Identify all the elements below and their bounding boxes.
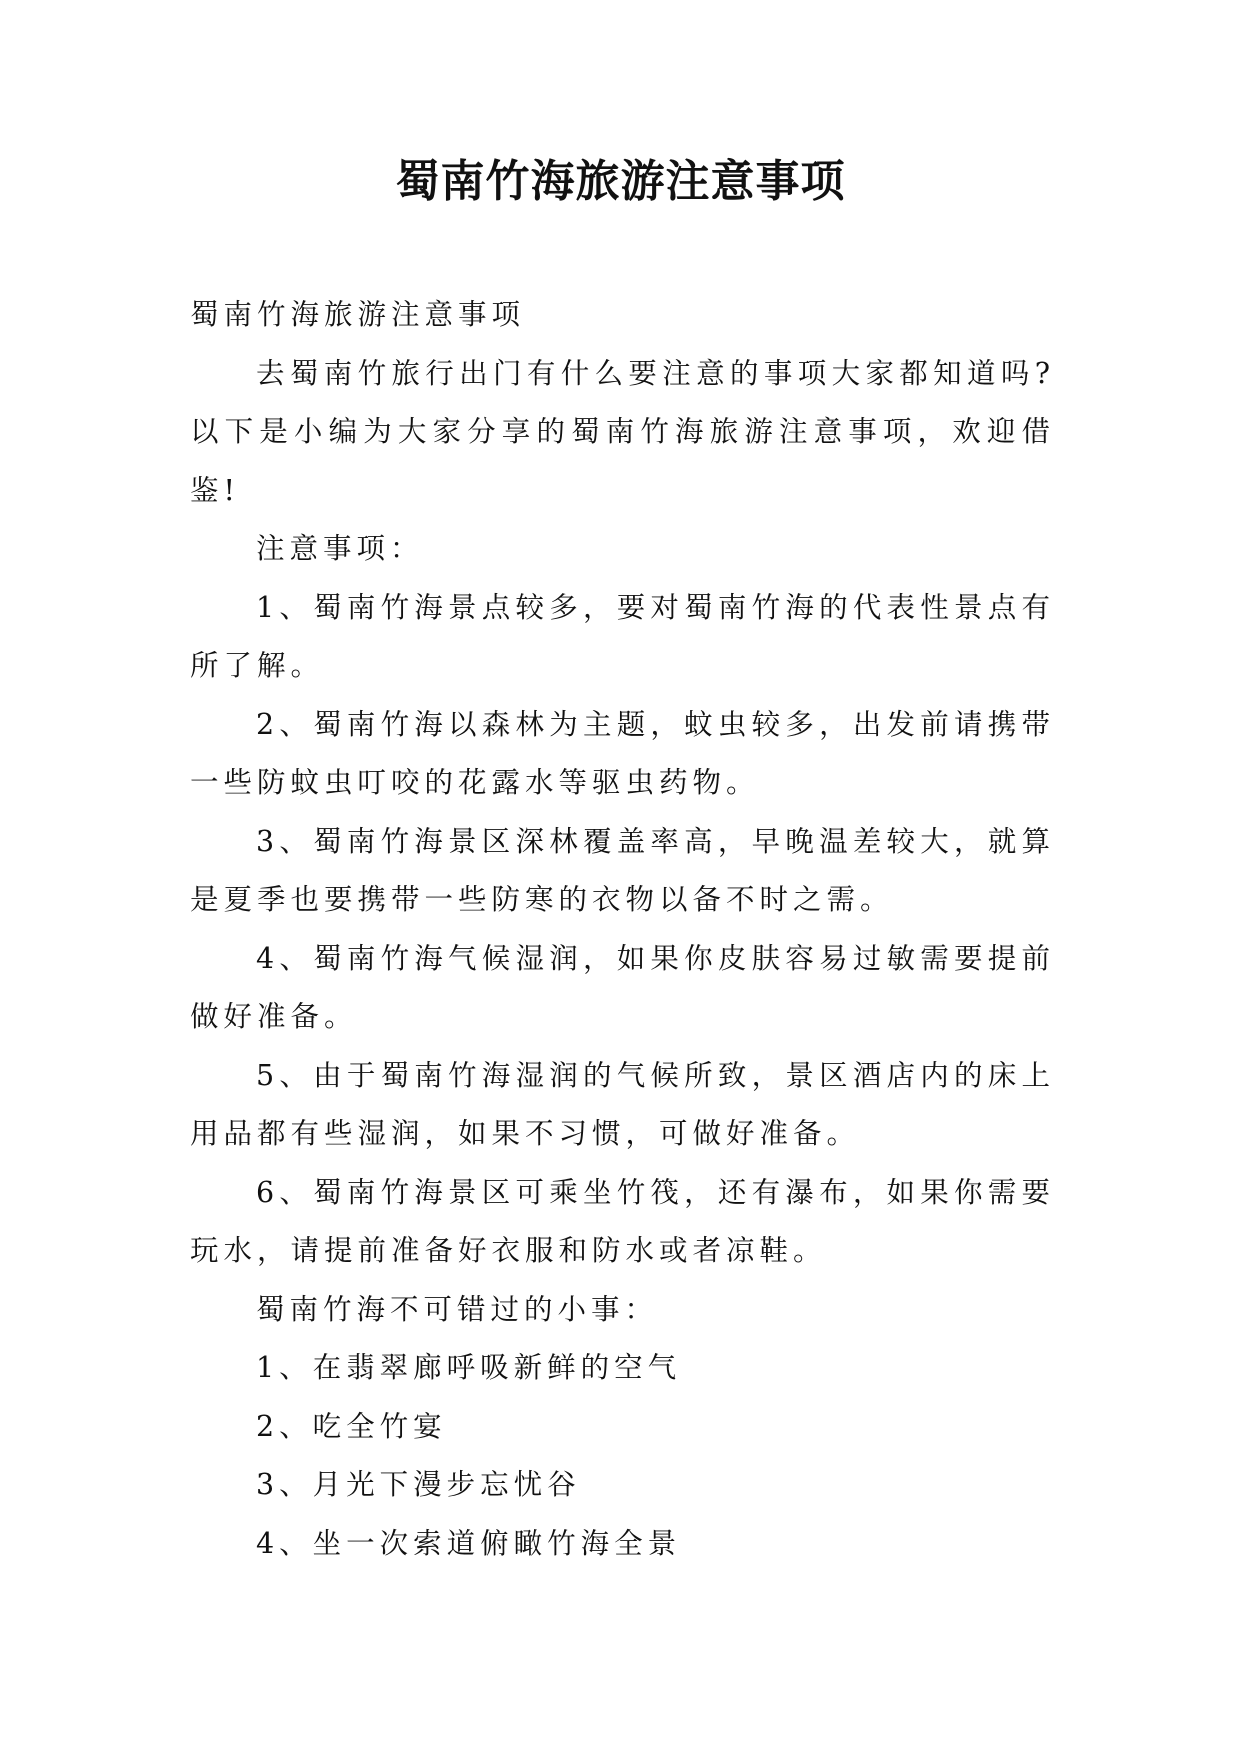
note-item-6: 6、蜀南竹海景区可乘坐竹筏，还有瀑布，如果你需要玩水，请提前准备好衣服和防水或者凉鞋。 bbox=[190, 1175, 1055, 1267]
musts-heading: 蜀南竹海不可错过的小事： bbox=[256, 1292, 659, 1326]
document-body bbox=[190, 286, 1055, 1573]
note-item-1: 1、蜀南竹海景点较多，要对蜀南竹海的代表性景点有所了解。 bbox=[190, 590, 1055, 682]
must-item-3: 3、月光下漫步忘忧谷 bbox=[256, 1468, 581, 1501]
subtitle: 蜀南竹海旅游注意事项 bbox=[190, 298, 526, 331]
must-item-1: 1、在翡翠廊呼吸新鲜的空气 bbox=[256, 1351, 682, 1384]
note-item-4: 4、蜀南竹海气候湿润，如果你皮肤容易过敏需要提前做好准备。 bbox=[190, 941, 1055, 1033]
must-item-4: 4、坐一次索道俯瞰竹海全景 bbox=[256, 1526, 682, 1560]
intro-paragraph: 去蜀南竹旅行出门有什么要注意的事项大家都知道吗?以下是小编为大家分享的蜀南竹海旅游注意事项，欢迎借鉴! bbox=[190, 356, 1055, 507]
notes-heading: 注意事项： bbox=[256, 532, 424, 565]
must-item-2: 2、吃全竹宴 bbox=[256, 1409, 447, 1443]
note-item-3: 3、蜀南竹海景区深林覆盖率高，早晚温差较大，就算是夏季也要携带一些防寒的衣物以备不时之需。 bbox=[190, 824, 1055, 916]
note-item-5: 5、由于蜀南竹海湿润的气候所致，景区酒店内的床上用品都有些湿润，如果不习惯，可做好准备。 bbox=[190, 1058, 1055, 1150]
note-item-2: 2、蜀南竹海以森林为主题，蚊虫较多，出发前请携带一些防蚊虫叮咬的花露水等驱虫药物。 bbox=[190, 707, 1055, 799]
document-title: 蜀南竹海旅游注意事项 bbox=[395, 156, 846, 207]
